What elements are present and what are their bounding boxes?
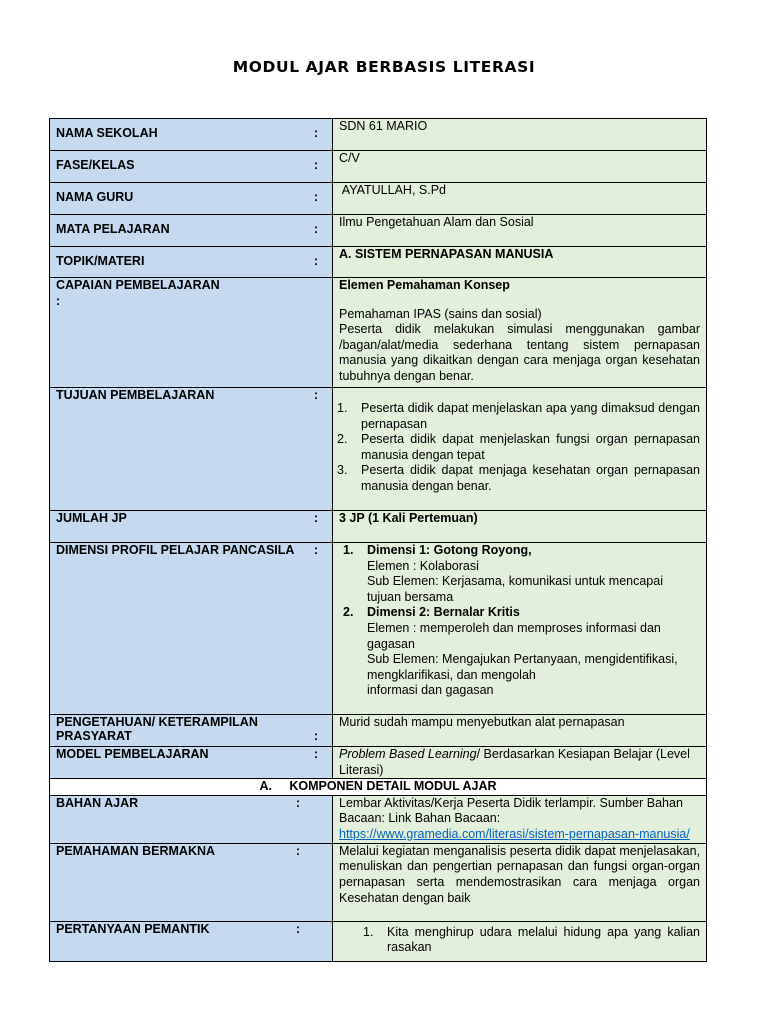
value-fase-kelas: C/V [339, 151, 360, 165]
label-prasyarat-2: PRASYARAT [56, 729, 132, 743]
colon: : [313, 190, 318, 204]
row-capaian-pembelajaran [50, 278, 707, 388]
value-nama-guru: AYATULLAH, S.Pd [339, 183, 446, 197]
row-pemahaman-bermakna [50, 843, 707, 921]
row-topik-materi [50, 247, 707, 278]
colon: : [313, 747, 318, 761]
colon: : [313, 729, 318, 743]
module-table [49, 118, 707, 962]
row-dimensi-profil: DIMENSI PROFIL PELAJAR PANCASILA : 1. Dimensi 1: Gotong Royong, Elemen : Kolaborasi Sub Elemen: Kerjasama, komunikasi untuk mencapai tujuan bersama 2. Dimensi 2: Bernalar Kritis Elemen : memperoleh dan memproses informasi dan gagasan Sub Elemen: Mengajukan Pertanyaan, mengidentifikasi, mengklarifikasi, dan mengolah informasi dan gagasan [50, 543, 707, 715]
label-nama-sekolah: NAMA SEKOLAH [56, 126, 158, 140]
dimensi-2-title: Dimensi 2: Bernalar Kritis [367, 605, 520, 620]
row-nama-sekolah [50, 119, 707, 151]
colon: : [295, 795, 300, 810]
capaian-line: Pemahaman IPAS (sains dan sosial) [339, 306, 542, 321]
label-fase-kelas: FASE/KELAS [56, 158, 135, 172]
colon: : [56, 293, 61, 308]
label-nama-guru: NAMA GURU [56, 190, 134, 204]
value-nama-sekolah: SDN 61 MARIO [339, 119, 428, 133]
bahan-bacaan-link[interactable]: https://www.gramedia.com/literasi/sistem-pernapasan-manusia/ [339, 826, 690, 841]
row-nama-guru [50, 183, 707, 215]
list-item: 1. Peserta didik dapat menjelaskan apa yang dimaksud dengan pernapasan [337, 401, 700, 431]
colon: : [313, 511, 318, 525]
colon: : [295, 921, 300, 936]
capaian-heading: Elemen Pemahaman Konsep [339, 278, 510, 292]
row-tujuan-pembelajaran [50, 388, 707, 511]
colon: : [313, 158, 318, 172]
row-fase-kelas [50, 151, 707, 183]
dimensi-2-sub-elemen-cont: informasi dan gagasan [367, 683, 494, 698]
label-capaian-pembelajaran: CAPAIAN PEMBELAJARAN [56, 278, 220, 292]
colon: : [313, 126, 318, 140]
label-prasyarat-1: PENGETAHUAN/ KETERAMPILAN [56, 715, 258, 729]
value-prasyarat: Murid sudah mampu menyebutkan alat pernapasan [339, 715, 625, 729]
row-prasyarat [50, 715, 707, 747]
dimensi-1-sub-elemen: Sub Elemen: Kerjasama, komunikasi untuk mencapai tujuan bersama [367, 574, 663, 604]
tujuan-list [335, 401, 700, 495]
list-item: 3. Peserta didik dapat menjaga kesehatan organ pernapasan manusia dengan benar. [337, 463, 700, 493]
label-tujuan-pembelajaran: TUJUAN PEMBELAJARAN [56, 388, 215, 402]
row-pertanyaan-pemantik [50, 921, 707, 961]
colon: : [313, 543, 318, 557]
label-pertanyaan-pemantik: PERTANYAAN PEMANTIK [56, 921, 210, 936]
label-bahan-ajar: BAHAN AJAR [56, 795, 139, 810]
dimensi-2-sub-elemen: Sub Elemen: Mengajukan Pertanyaan, mengidentifikasi, mengklarifikasi, dan mengolah [367, 652, 678, 682]
colon: : [313, 254, 318, 268]
row-mata-pelajaran [50, 215, 707, 247]
value-pemahaman-bermakna: Melalui kegiatan menganalisis peserta didik dapat menjelasakan, menuliskan dan pengertian pernapasan dan fungsi organ-organ pernapasan serta mendemostrasikan cara menjaga organ Kesehatan dengan baik [339, 843, 700, 905]
section-heading: A. KOMPONEN DETAIL MODUL AJAR [259, 779, 497, 794]
list-item: 2. Peserta didik dapat menjelaskan fungsi organ pernapasan manusia dengan tepat [337, 432, 700, 462]
value-mata-pelajaran: Ilmu Pengetahuan Alam dan Sosial [339, 215, 534, 229]
label-pemahaman-bermakna: PEMAHAMAN BERMAKNA [56, 843, 216, 858]
dimensi-1-elemen: Elemen : Kolaborasi [367, 558, 479, 573]
document-title: MODUL AJAR BERBASIS LITERASI [232, 58, 536, 76]
label-mata-pelajaran: MATA PELAJARAN [56, 222, 170, 236]
label-jumlah-jp: JUMLAH JP [56, 511, 127, 525]
value-topik-materi: A. SISTEM PERNAPASAN MANUSIA [339, 247, 554, 261]
colon: : [313, 388, 318, 402]
label-dimensi-profil: DIMENSI PROFIL PELAJAR PANCASILA [56, 543, 295, 557]
label-topik-materi: TOPIK/MATERI [56, 254, 145, 268]
value-bahan-ajar: Lembar Aktivitas/Kerja Peserta Didik terlampir. Sumber Bahan Bacaan: Link Bahan Bacaan: [339, 795, 683, 826]
model-name: Problem Based Learning [339, 747, 477, 761]
capaian-paragraph: Peserta didik melakukan simulasi menggunakan gambar /bagan/alat/media sederhana tentang sistem pernapasan manusia yang dikaitkan dengan cara menjaga organ kesehatan tubuhnya dengan benar. [339, 322, 700, 383]
model-desc: / Berdasarkan Kesiapan Belajar (Level Literasi) [339, 747, 690, 777]
colon: : [295, 843, 300, 858]
list-item: 1. Kita menghirup udara melalui hidung apa yang kalian rasakan [363, 924, 700, 955]
pemantik-list [361, 925, 700, 956]
label-model-pembelajaran: MODEL PEMBELAJARAN [56, 747, 209, 761]
row-model-pembelajaran [50, 747, 707, 779]
dimensi-2-elemen: Elemen : memperoleh dan memproses informasi dan gagasan [367, 620, 661, 651]
value-jumlah-jp: 3 JP (1 Kali Pertemuan) [339, 511, 478, 525]
row-bahan-ajar [50, 795, 707, 843]
colon: : [313, 222, 318, 236]
row-section-heading [50, 779, 707, 796]
row-jumlah-jp [50, 511, 707, 543]
dimensi-1-title: Dimensi 1: Gotong Royong, [367, 543, 532, 557]
